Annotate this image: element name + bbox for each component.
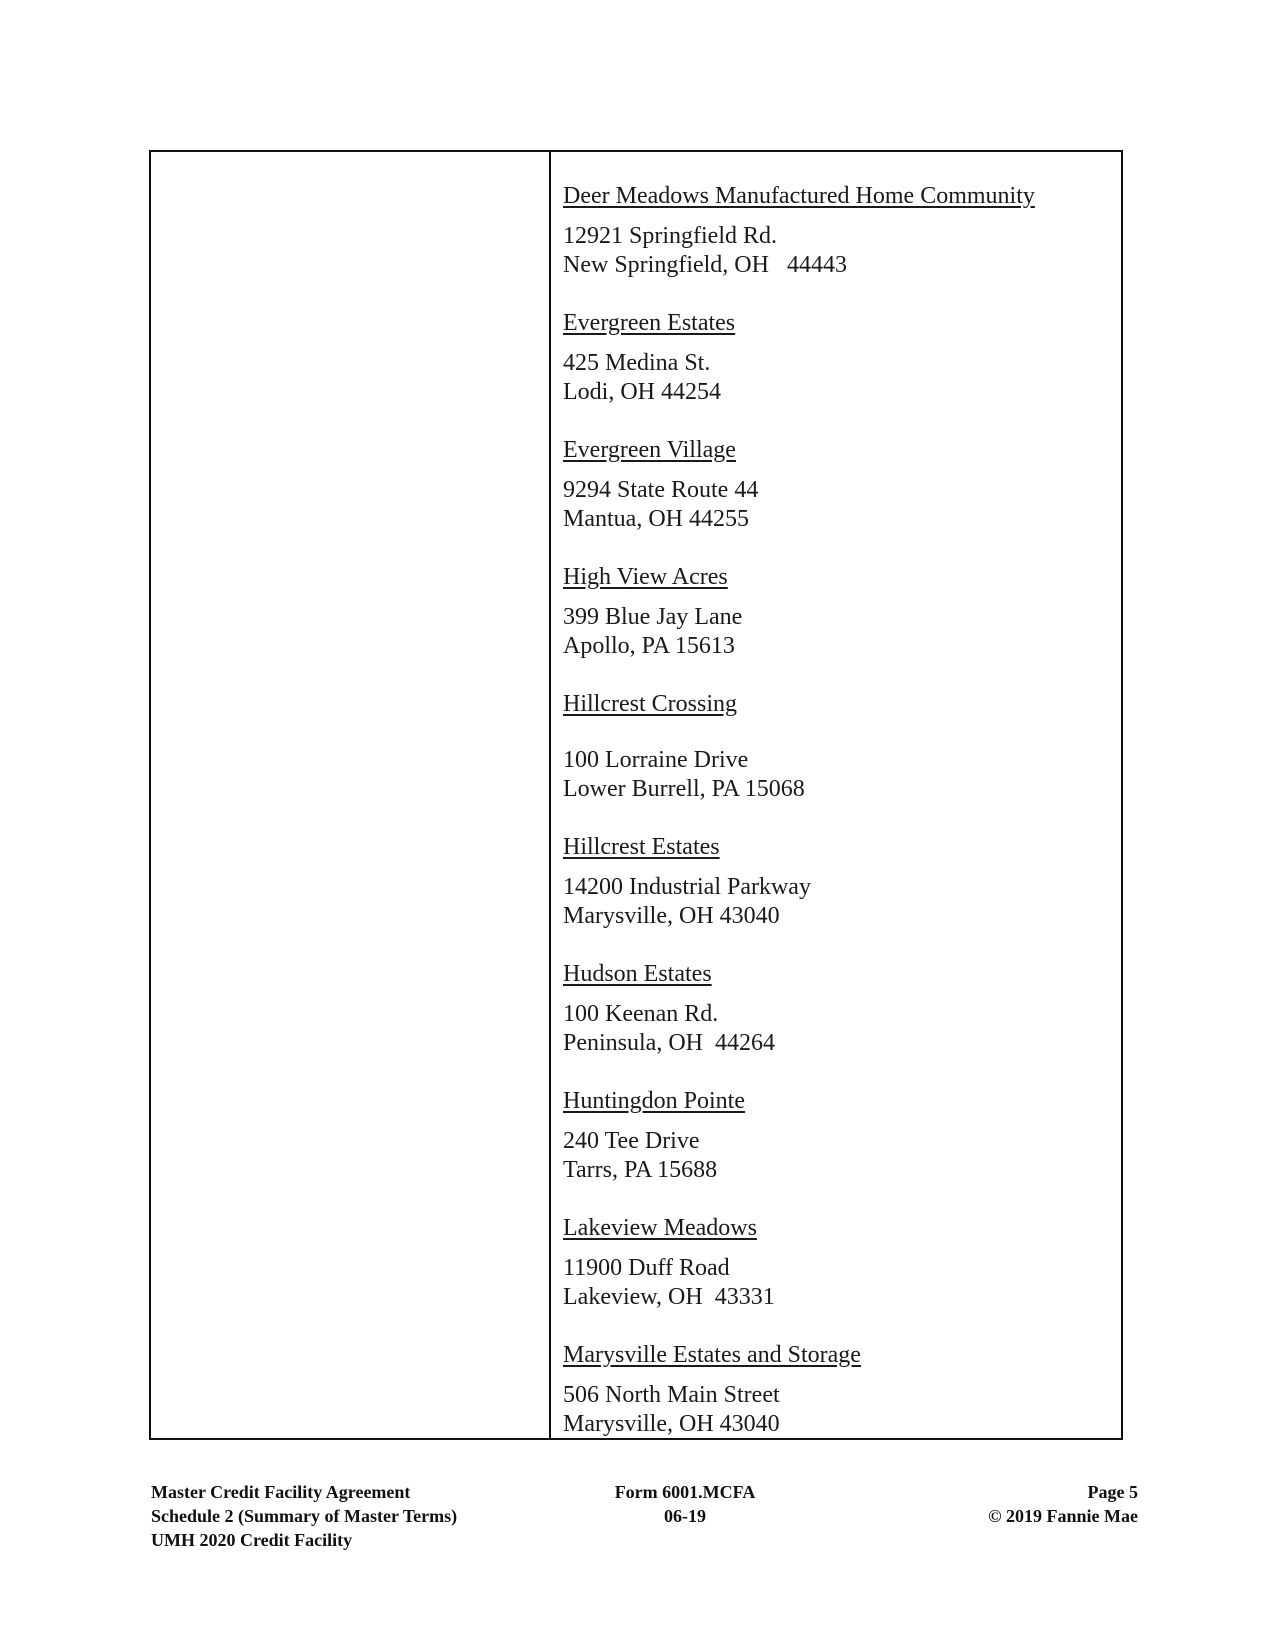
property-address-line2: Mantua, OH 44255 <box>563 506 749 532</box>
property-address-line2: Marysville, OH 43040 <box>563 903 780 929</box>
property-address-line2: Lower Burrell, PA 15068 <box>563 776 805 802</box>
property-address-line1: 399 Blue Jay Lane <box>563 604 743 630</box>
property-address-line2: New Springfield, OH 44443 <box>563 252 847 278</box>
property-name: Hudson Estates <box>563 961 712 987</box>
property-name: High View Acres <box>563 564 728 590</box>
property-entry <box>563 309 735 407</box>
property-entry <box>563 436 758 534</box>
property-entry <box>563 1087 745 1185</box>
property-name: Evergreen Estates <box>563 310 736 336</box>
term-label-cell <box>151 152 551 1438</box>
property-address-line2: Apollo, PA 15613 <box>563 633 735 659</box>
property-address-line2: Peninsula, OH 44264 <box>563 1030 775 1056</box>
property-address-line2: Tarrs, PA 15688 <box>563 1157 718 1183</box>
footer-form-date: 06-19 <box>664 1506 706 1526</box>
footer-form-info <box>605 1480 765 1528</box>
footer-page-info <box>988 1480 1138 1528</box>
footer-agreement-title: Master Credit Facility Agreement <box>151 1482 411 1502</box>
property-address-line1: 506 North Main Street <box>563 1382 780 1408</box>
property-address-line1: 12921 Springfield Rd. <box>563 223 777 249</box>
property-entry <box>563 690 805 804</box>
property-address-line2: Lodi, OH 44254 <box>563 379 721 405</box>
property-entry <box>563 182 1035 280</box>
master-terms-table <box>149 150 1123 1440</box>
property-entry <box>563 833 811 931</box>
footer-copyright: © 2019 Fannie Mae <box>988 1506 1138 1526</box>
footer-form-number: Form 6001.MCFA <box>614 1482 756 1502</box>
property-entry <box>563 1341 861 1439</box>
property-name: Lakeview Meadows <box>563 1215 757 1241</box>
property-name: Hillcrest Crossing <box>563 691 737 717</box>
property-address-line1: 9294 State Route 44 <box>563 477 759 503</box>
property-address-line2: Lakeview, OH 43331 <box>563 1284 775 1310</box>
property-address-line2: Marysville, OH 43040 <box>563 1411 780 1437</box>
property-address-line1: 11900 Duff Road <box>563 1255 730 1281</box>
property-list-cell <box>553 152 1121 1438</box>
footer-facility-name: UMH 2020 Credit Facility <box>151 1530 353 1550</box>
footer-schedule-title: Schedule 2 (Summary of Master Terms) <box>151 1506 458 1526</box>
property-entry <box>563 1214 775 1312</box>
property-name: Marysville Estates and Storage <box>563 1342 861 1368</box>
property-name: Evergreen Village <box>563 437 736 463</box>
property-address-line1: 425 Medina St. <box>563 350 711 376</box>
property-address-line1: 100 Keenan Rd. <box>563 1001 719 1027</box>
property-name: Deer Meadows Manufactured Home Community <box>563 183 1035 209</box>
property-address-line1: 14200 Industrial Parkway <box>563 874 811 900</box>
property-name: Hillcrest Estates <box>563 834 720 860</box>
property-entry <box>563 563 742 661</box>
property-entry <box>563 960 775 1058</box>
footer-document-info <box>151 1480 457 1552</box>
property-address-line1: 240 Tee Drive <box>563 1128 700 1154</box>
property-name: Huntingdon Pointe <box>563 1088 746 1114</box>
property-address-line1: 100 Lorraine Drive <box>563 747 749 773</box>
footer-page-number: Page 5 <box>1087 1482 1138 1502</box>
